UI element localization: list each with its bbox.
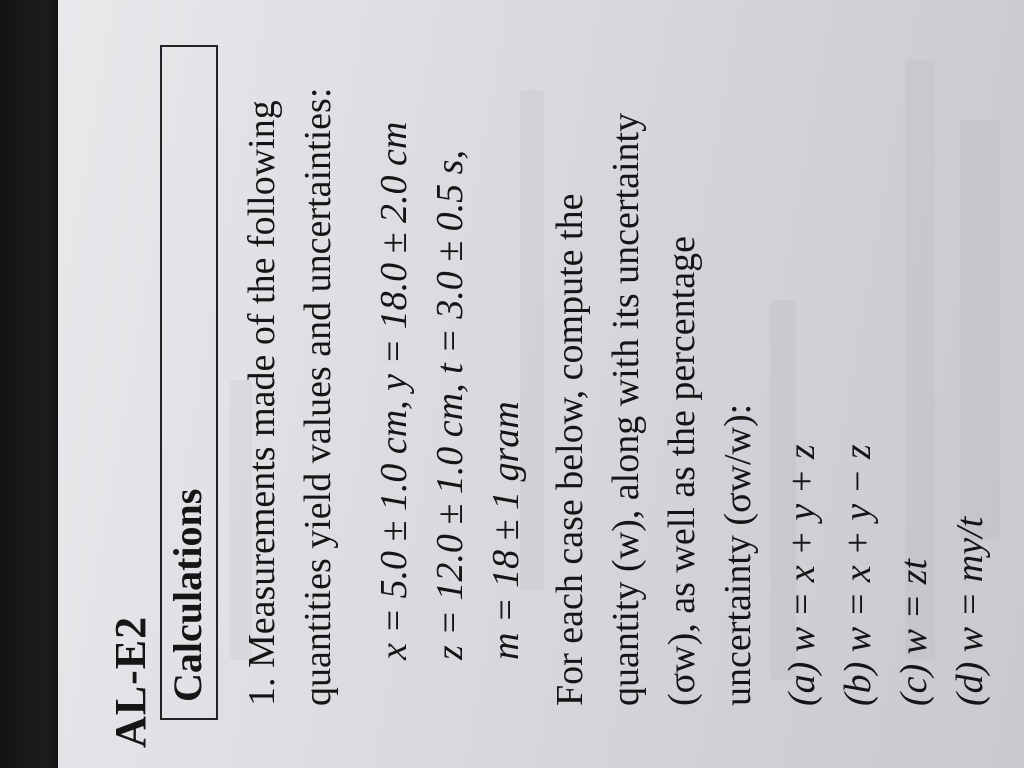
problem-line-1: 1. Measurements made of the following: [241, 100, 283, 706]
values-line-1: x = 5.0 ± 1.0 cm, y = 18.0 ± 2.0 cm: [373, 121, 415, 660]
section-header-box: [160, 45, 218, 720]
case-d: (d) w = my/t: [949, 516, 991, 706]
instruction-line-3: (σw), as well as the percentage: [661, 236, 703, 706]
instruction-line-4: uncertainty (σw/w):: [717, 403, 759, 706]
values-line-3: m = 18 ± 1 gram: [485, 401, 527, 660]
case-a: (a) w = x + y + z: [781, 444, 823, 706]
case-b: (b) w = x + y − z: [837, 444, 879, 706]
problem-line-2: quantities yield values and uncertainties:: [297, 87, 339, 706]
case-c: (c) w = zt: [893, 558, 935, 706]
values-line-2: z = 12.0 ± 1.0 cm, t = 3.0 ± 0.5 s,: [429, 150, 471, 660]
instruction-line-2: quantity (w), along with its uncertainty: [605, 112, 647, 706]
instruction-line-1: For each case below, compute the: [549, 193, 591, 706]
document-id: AL-E2: [106, 615, 155, 748]
section-title: Calculations: [165, 488, 210, 702]
